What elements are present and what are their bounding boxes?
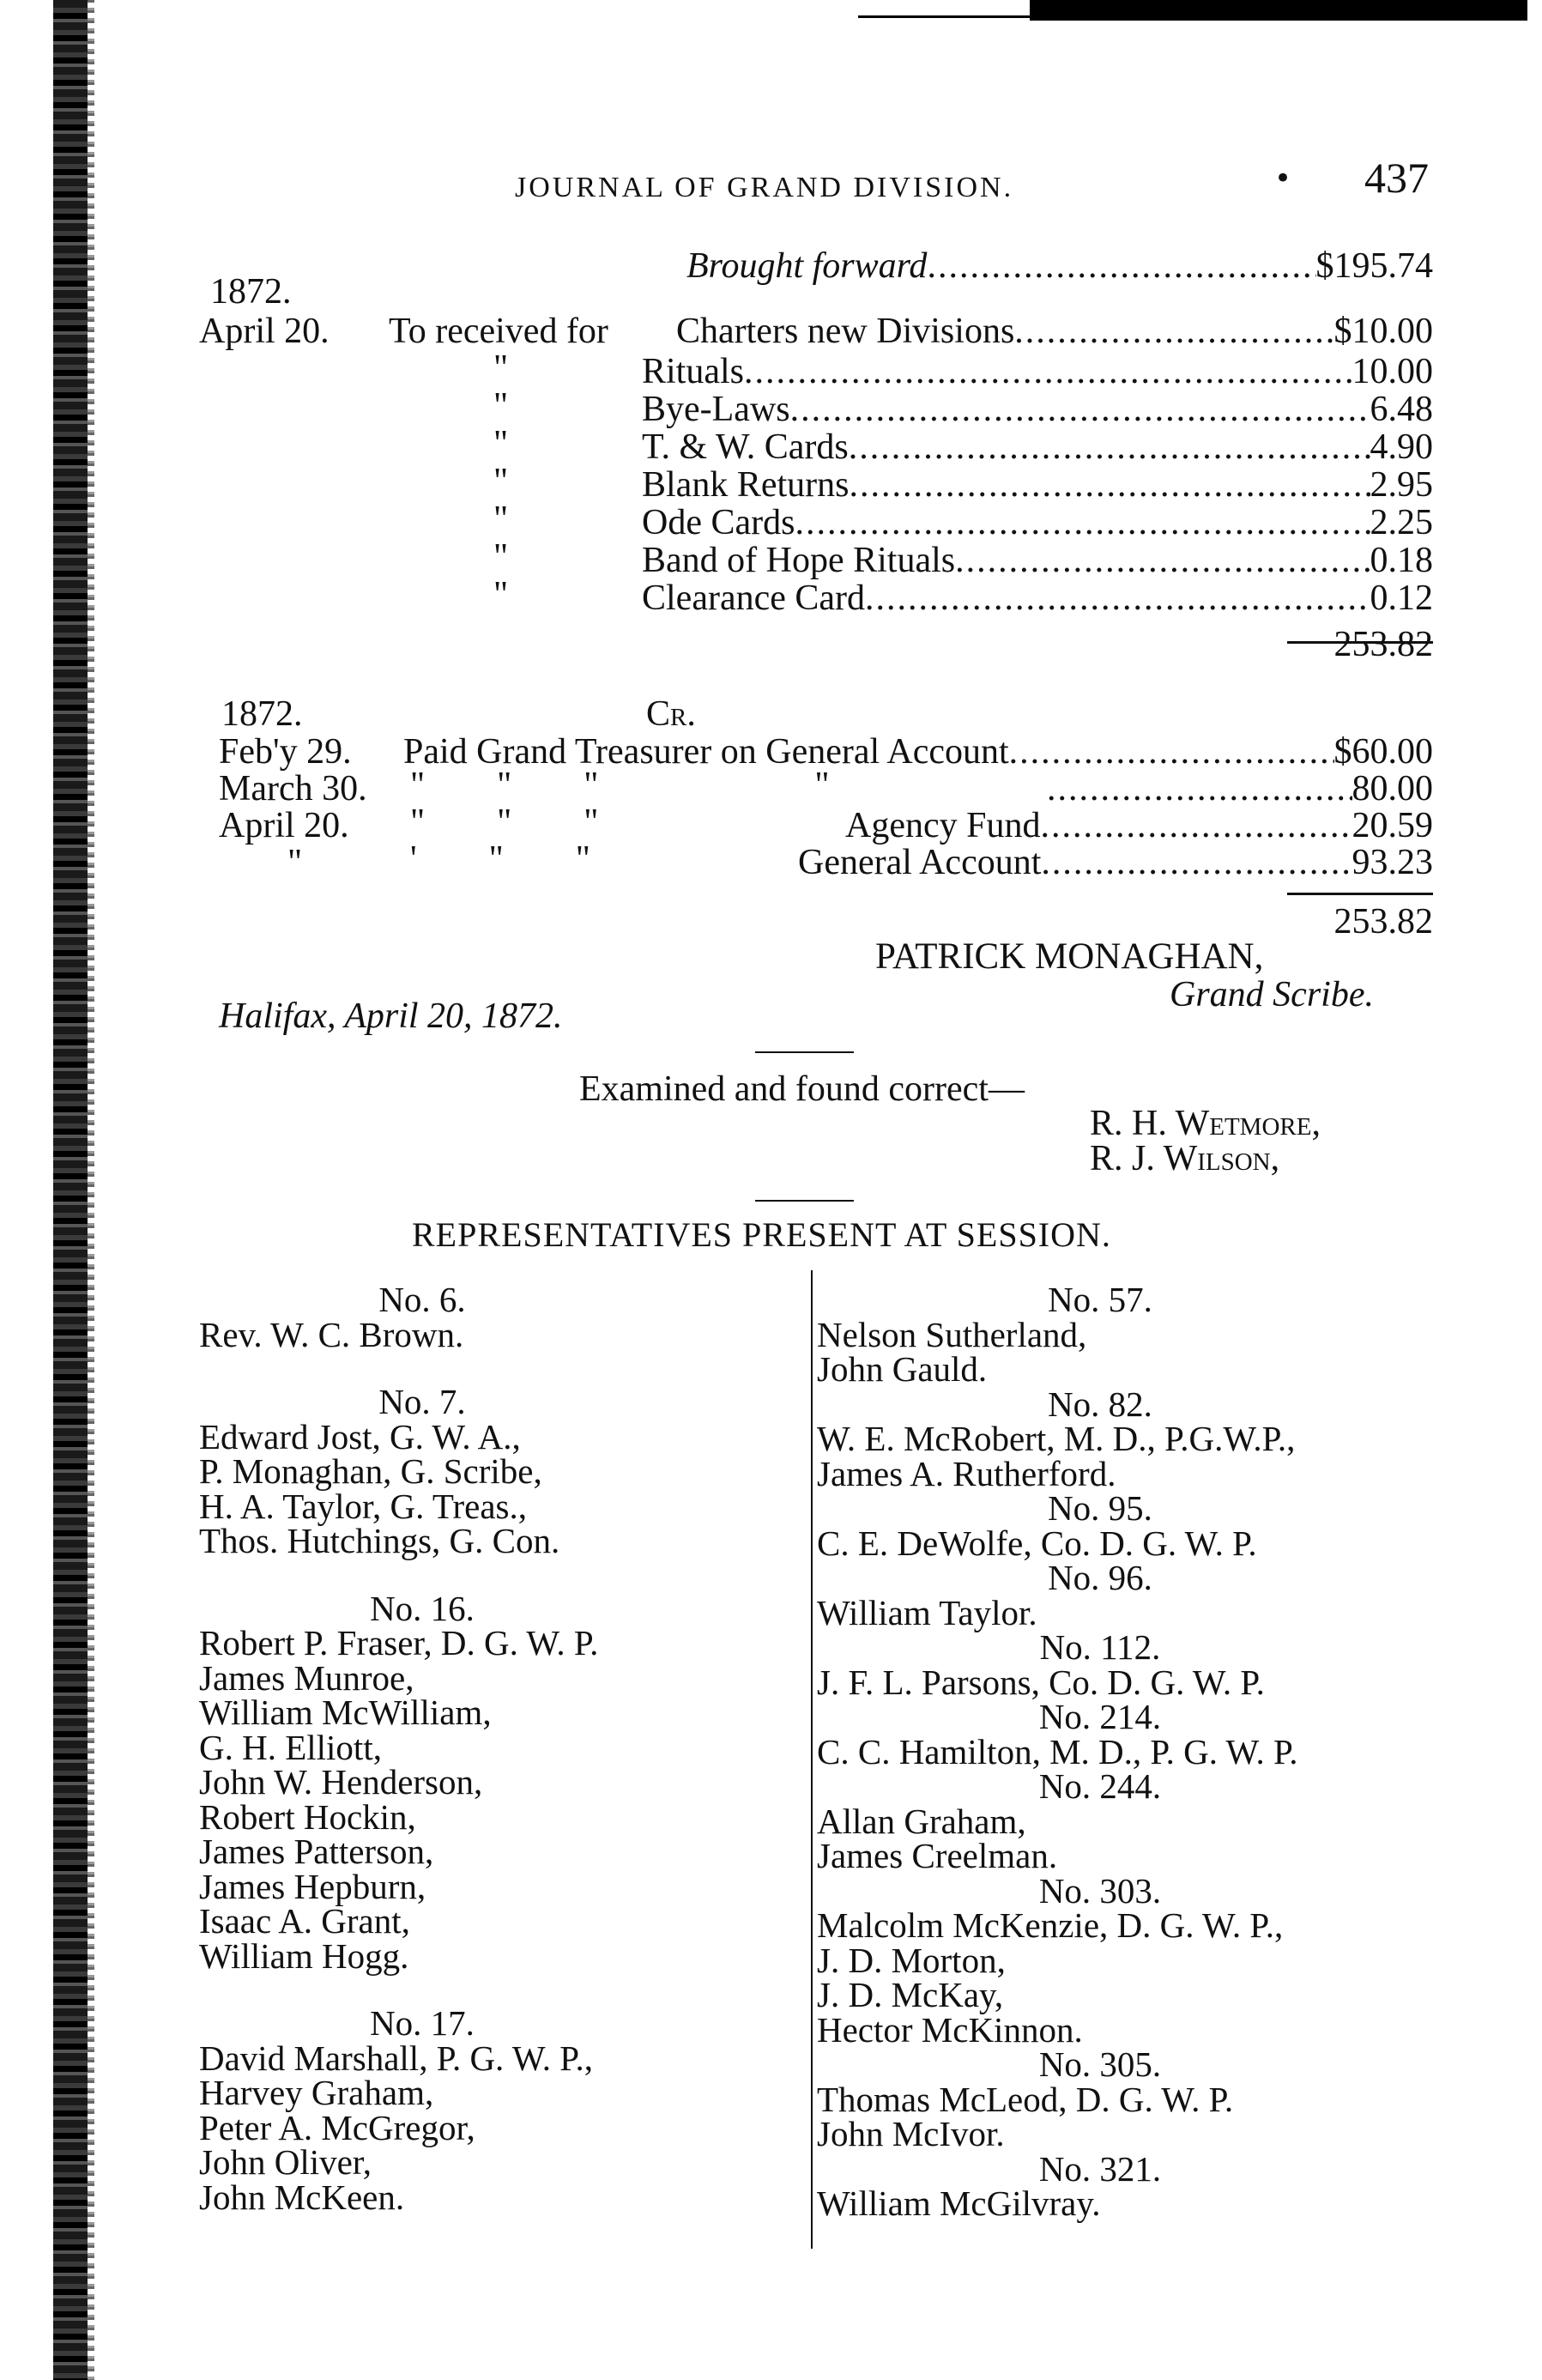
- audit-text: Examined and found correct—: [579, 1069, 1025, 1109]
- debit-item-label: Blank Returns: [642, 465, 850, 505]
- representative-name: Malcolm McKenzie, D. G. W. P.,: [817, 1905, 1284, 1945]
- lodge-number: No. 17.: [370, 2003, 475, 2043]
- representative-name: Peter A. McGregor,: [199, 2107, 475, 2147]
- place-date: Halifax, April 20, 1872.: [219, 996, 563, 1036]
- debit-item-amount: $10.00: [1333, 312, 1433, 351]
- representative-name: C. E. DeWolfe, Co. D. G. W. P.: [817, 1523, 1257, 1563]
- lodge-number: No. 112.: [1039, 1627, 1161, 1667]
- running-header: JOURNAL OF GRAND DIVISION.: [515, 172, 1014, 203]
- representative-name: James Patterson,: [199, 1832, 434, 1871]
- representative-name: Thomas McLeod, D. G. W. P.: [817, 2079, 1234, 2119]
- representative-name: John Gauld.: [817, 1349, 988, 1389]
- lodge-number: No. 82.: [1048, 1384, 1152, 1424]
- leader-dots: [849, 427, 1370, 468]
- representative-name: G. H. Elliott,: [199, 1727, 382, 1767]
- debit-prefix: To received for: [389, 312, 608, 351]
- representative-name: Robert P. Fraser, D. G. W. P.: [199, 1623, 599, 1662]
- representative-name: J. F. L. Parsons, Co. D. G. W. P.: [817, 1662, 1265, 1702]
- representative-name: William McGilvray.: [817, 2183, 1101, 2223]
- scan-top-line: [858, 15, 1519, 18]
- representative-name: W. E. McRobert, M. D., P.G.W.P.,: [817, 1419, 1296, 1458]
- debit-item-amount: 0.12: [1370, 578, 1433, 618]
- debit-total: 253.82: [1333, 625, 1433, 664]
- credit-amount: 93.23: [1352, 843, 1433, 882]
- signature-title: Grand Scribe.: [1170, 975, 1374, 1014]
- debit-item-label: Rituals: [642, 352, 745, 391]
- credit-row: [845, 805, 1433, 846]
- representative-name: James Munroe,: [199, 1657, 414, 1698]
- debit-item-label: Band of Hope Rituals: [642, 541, 956, 580]
- leader-dots: [1041, 842, 1352, 883]
- debit-item-row: [642, 427, 1433, 468]
- representative-name: Hector McKinnon.: [817, 2009, 1083, 2050]
- representative-name: William Taylor.: [817, 1592, 1037, 1632]
- debit-item-label: Clearance Card: [642, 578, 866, 618]
- debit-year: 1872.: [210, 272, 292, 312]
- signature-name: PATRICK MONAGHAN,: [875, 936, 1264, 977]
- credit-date: April 20.: [219, 806, 349, 845]
- ditto-mark: ": [493, 575, 509, 615]
- brought-forward-row: [686, 245, 1433, 287]
- representative-name: John McIvor.: [817, 2114, 1005, 2153]
- leader-dots: [790, 389, 1370, 430]
- representative-name: Edward Jost, G. W. A.,: [199, 1416, 521, 1456]
- leader-dots: [795, 502, 1370, 543]
- credit-row: [1047, 768, 1433, 809]
- debit-item-amount: 0.18: [1370, 541, 1433, 580]
- debit-item-amount: 6.48: [1370, 390, 1433, 429]
- brought-forward-amount: $195.74: [1315, 246, 1433, 286]
- auditor-1: R. H. Wetmore,: [1090, 1104, 1321, 1143]
- representative-name: Nelson Sutherland,: [817, 1314, 1087, 1354]
- representative-name: John Oliver,: [199, 2142, 372, 2182]
- representatives-heading: REPRESENTATIVES PRESENT AT SESSION.: [412, 1215, 1111, 1254]
- lodge-number: No. 7.: [378, 1382, 466, 1421]
- debit-item-label: Bye-Laws: [642, 390, 790, 429]
- lodge-number: No. 16.: [370, 1588, 475, 1628]
- ditto-mark: ": [493, 348, 509, 388]
- ditto-mark: ": [493, 537, 509, 577]
- lodge-number: No. 6.: [378, 1280, 466, 1319]
- lodge-number: No. 321.: [1038, 2148, 1162, 2189]
- credit-total: 253.82: [1333, 902, 1433, 942]
- representative-name: William Hogg.: [199, 1935, 409, 1976]
- representative-name: Robert Hockin,: [199, 1796, 416, 1837]
- representative-name: J. D. McKay,: [817, 1975, 1004, 2014]
- credit-label: Agency Fund: [845, 806, 1041, 845]
- credit-amount: 20.59: [1352, 806, 1433, 845]
- lodge-number: No. 244.: [1038, 1766, 1162, 1806]
- leader-dots: [1009, 731, 1334, 772]
- leader-dots: [955, 540, 1370, 581]
- scan-edge-fringe: [88, 0, 94, 2380]
- representative-name: James A. Rutherford.: [817, 1453, 1116, 1493]
- representative-name: Allan Graham,: [817, 1801, 1026, 1841]
- representative-name: J. D. Morton,: [817, 1940, 1006, 1980]
- debit-item-label: Ode Cards: [642, 503, 795, 542]
- representative-name: David Marshall, P. G. W. P.,: [199, 2038, 594, 2078]
- debit-item-row: [642, 389, 1433, 430]
- leader-dots: [865, 578, 1370, 619]
- auditor-2: R. J. Wilson,: [1090, 1139, 1280, 1178]
- credit-year: 1872.: [221, 694, 303, 734]
- ditto-marks: ' " ": [410, 839, 590, 879]
- debit-item-label: Charters new Divisions: [676, 312, 1015, 351]
- ditto-marks: " " ": [410, 802, 599, 842]
- representative-name: William McWilliam,: [199, 1693, 492, 1732]
- ditto-mark: ": [493, 424, 509, 463]
- credit-row: [798, 842, 1433, 883]
- debit-item-row: [676, 311, 1433, 352]
- leader-dots: [1040, 805, 1352, 846]
- representative-name: H. A. Taylor, G. Treas.,: [199, 1486, 527, 1526]
- representative-name: Harvey Graham,: [199, 2073, 434, 2112]
- leader-dots: [849, 464, 1370, 506]
- debit-item-amount: 2.95: [1370, 465, 1433, 505]
- debit-item-row: [642, 502, 1433, 543]
- representative-name: Rev. W. C. Brown.: [199, 1314, 464, 1354]
- representative-name: C. C. Hamilton, M. D., P. G. W. P.: [817, 1731, 1298, 1771]
- debit-item-amount: 2.25: [1370, 503, 1433, 542]
- lodge-number: No. 95.: [1048, 1488, 1152, 1528]
- leader-dots: [1014, 311, 1333, 352]
- representative-name: Isaac A. Grant,: [199, 1901, 410, 1941]
- lodge-number: No. 303.: [1038, 1870, 1162, 1911]
- debit-item-amount: 4.90: [1370, 427, 1433, 467]
- lodge-number: No. 57.: [1048, 1280, 1152, 1319]
- credit-text: Paid Grand Treasurer on General Account: [403, 732, 1009, 772]
- credit-date: Feb'y 29.: [219, 732, 352, 772]
- debit-item-row: [642, 464, 1433, 506]
- representative-name: P. Monaghan, G. Scribe,: [199, 1451, 542, 1491]
- leader-dots: [927, 245, 1315, 287]
- debit-item-row: [642, 578, 1433, 619]
- leader-dots: [1047, 768, 1352, 809]
- debit-item-amount: 10.00: [1352, 352, 1433, 391]
- lodge-number: No. 96.: [1048, 1558, 1152, 1597]
- header-bullet: •: [1274, 161, 1292, 196]
- representative-name: John W. Henderson,: [199, 1762, 483, 1802]
- debit-date: April 20.: [199, 312, 330, 351]
- column-divider: [811, 1270, 813, 2249]
- representative-name: James Hepburn,: [199, 1866, 426, 1906]
- representative-name: Thos. Hutchings, G. Con.: [199, 1521, 560, 1560]
- credit-date: ": [287, 843, 303, 882]
- divider-rule: [755, 1051, 854, 1053]
- credit-total-rule: [1287, 893, 1433, 895]
- representative-name: James Creelman.: [817, 1836, 1058, 1875]
- ditto-mark: ": [493, 500, 509, 539]
- representative-name: John McKeen.: [199, 2177, 405, 2217]
- credit-amount: $60.00: [1333, 732, 1433, 772]
- debit-item-label: T. & W. Cards: [642, 427, 849, 467]
- credit-label: General Account: [798, 843, 1042, 882]
- divider-rule-2: [755, 1200, 854, 1202]
- leader-dots: [744, 351, 1352, 392]
- scan-edge: [53, 0, 88, 2380]
- ditto-mark: ": [493, 386, 509, 426]
- debit-item-row: [642, 351, 1433, 392]
- debit-item-row: [642, 540, 1433, 581]
- brought-forward-label: Brought forward: [686, 246, 928, 286]
- credit-heading: Cr.: [646, 694, 696, 734]
- lodge-number: No. 305.: [1038, 2044, 1162, 2084]
- page-number: 437: [1364, 154, 1429, 202]
- lodge-number: No. 214.: [1038, 1697, 1162, 1736]
- credit-date: March 30.: [219, 769, 367, 808]
- credit-amount: 80.00: [1352, 769, 1433, 808]
- ditto-mark: ": [493, 462, 509, 501]
- ditto-marks: " " " ": [410, 766, 830, 805]
